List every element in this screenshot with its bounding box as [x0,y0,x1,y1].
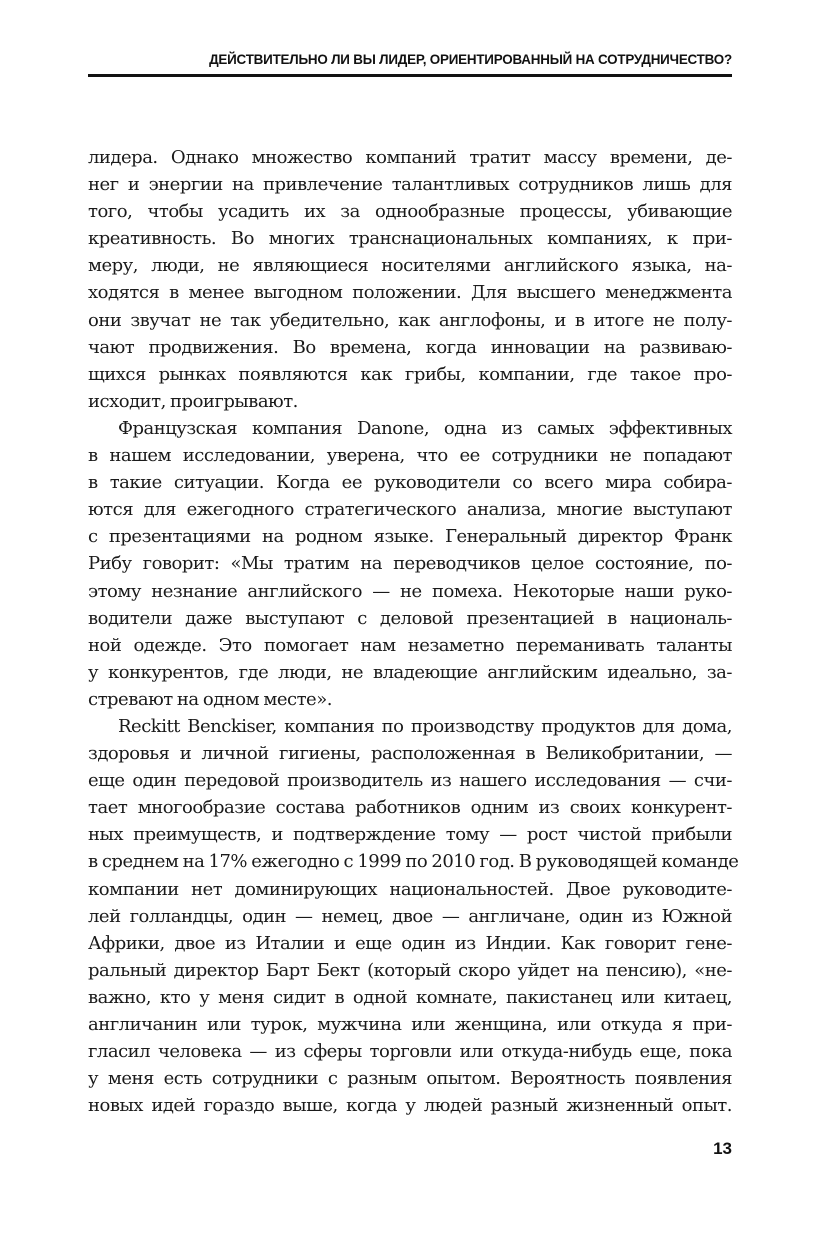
text-line: исходит, проигрывают. [88,390,298,412]
page-number: 13 [713,1139,732,1158]
text-line: у конкурентов, где люди, не владеющие английским идеально, за- [88,661,732,683]
text-line: чают продвижения. Во времена, когда инновации на развиваю- [88,336,732,358]
text-line: креативность. Во многих транснациональных компаниях, к при- [88,228,732,250]
text-line: того, чтобы усадить их за однообразные процессы, убивающие [88,201,732,223]
text-line: новых идей гораздо выше, когда у людей разный жизненный опыт. [88,1095,732,1117]
text-line: они звучат не так убедительно, как англофоны, и в итоге не полу- [88,309,732,331]
text-line: гласил человека — из сферы торговли или откуда-нибудь еще, пока [88,1041,732,1063]
text-line: в такие ситуации. Когда ее руководители со всего мира собира- [88,472,732,494]
text-line: у меня есть сотрудники с разным опытом. Вероятность появления [88,1068,732,1090]
text-line: нег и энергии на привлечение талантливых сотрудников лишь для [88,174,732,196]
text-line: этому незнание английского — не помеха. Некоторые наши руко- [88,580,732,602]
text-line: в среднем на 17% ежегодно с 1999 по 2010 год. В руководящей команде [88,851,739,873]
text-line: с презентациями на родном языке. Генеральный директор Франк [88,526,732,548]
text-line: ются для ежегодного стратегического анализа, многие выступают [88,499,732,521]
text-line: ральный директор Барт Бект (который скоро уйдет на пенсию), «не- [88,959,732,981]
text-line: тает многообразие состава работников одним из своих конкурент- [88,797,732,819]
paragraph-3 [88,713,739,1119]
text-line: Рибу говорит: «Мы тратим на переводчиков целое состояние, по- [88,553,732,575]
body-text [88,144,739,1119]
text-line: щихся рынках появляются как грибы, компании, где такое про- [88,363,732,385]
text-line: здоровья и личной гигиены, расположенная в Великобритании, — [88,743,732,765]
header-rule [88,74,732,77]
text-line: водители даже выступают с деловой презентацией в националь- [88,607,732,629]
text-line: Reckitt Benckiser, компания по производству продуктов для дома, [118,715,732,737]
text-line: ходятся в менее выгодном положении. Для высшего менеджмента [88,282,732,304]
text-line: в нашем исследовании, уверена, что ее сотрудники не попадают [88,445,732,467]
text-line: важно, кто у меня сидит в одной комнате, пакистанец или китаец, [88,986,732,1008]
text-line: стревают на одном месте». [88,688,332,710]
text-line: Африки, двое из Италии и еще один из Индии. Как говорит гене- [88,932,732,954]
text-line: лей голландцы, один — немец, двое — англичане, один из Южной [88,905,732,927]
text-line: ной одежде. Это помогает нам незаметно переманивать таланты [88,634,732,656]
text-line: ных преимуществ, и подтверждение тому — рост чистой прибыли [88,824,732,846]
text-line: компании нет доминирующих национальностей. Двое руководите- [88,878,732,900]
text-line: меру, люди, не являющиеся носителями английского языка, на- [88,255,732,277]
paragraph-1 [88,144,732,415]
text-line: еще один передовой производитель из нашего исследования — счи- [88,770,732,792]
text-line: лидера. Однако множество компаний тратит массу времени, де- [88,147,732,168]
text-line: англичанин или турок, мужчина или женщина, или откуда я при- [88,1014,732,1035]
running-header: ДЕЙСТВИТЕЛЬНО ЛИ ВЫ ЛИДЕР, ОРИЕНТИРОВАННЫЙ НА СОТРУДНИЧЕСТВО? [209,52,732,67]
paragraph-2 [88,415,732,713]
text-line: Французская компания Danone, одна из самых эффективных [118,417,732,439]
